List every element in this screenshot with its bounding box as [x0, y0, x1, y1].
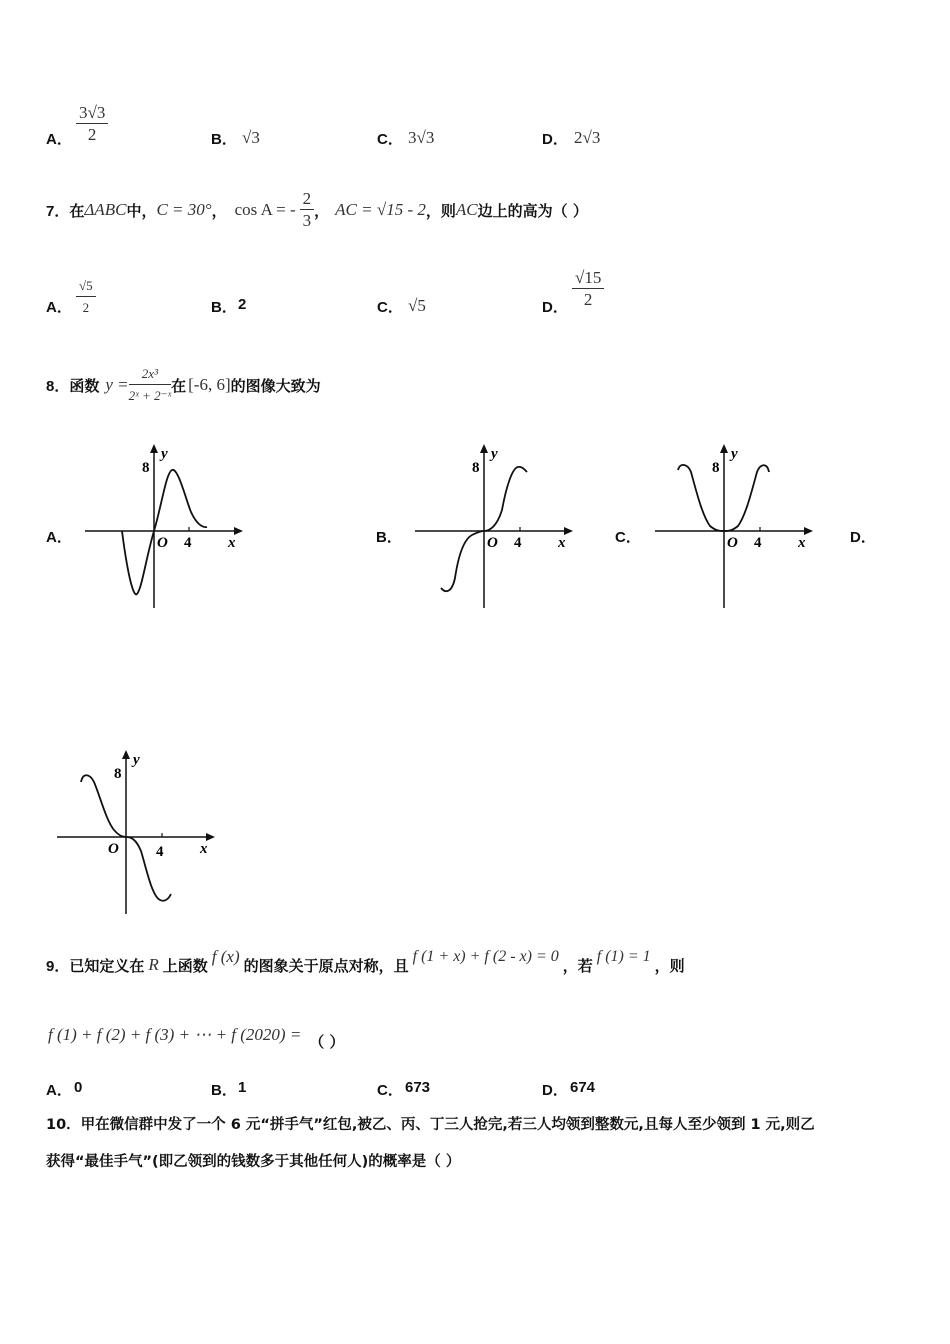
graph-a-origin: O — [157, 535, 168, 551]
q7-d-num: √15 — [572, 268, 604, 289]
q8-stem — [46, 355, 321, 415]
q6-option-c-value: 3√3 — [408, 128, 435, 147]
graph-d-tick8: 8 — [114, 766, 122, 782]
q7-a-num: √5 — [76, 276, 96, 297]
q8-y-eq: y = — [105, 375, 129, 394]
q6-option-b-value: √3 — [242, 128, 260, 147]
q7-ac-expr: AC = √15 - 2 — [335, 200, 426, 219]
q7-text-c: ，则 — [425, 201, 456, 220]
q7-comma2: ， — [314, 201, 330, 220]
graph-b-y-label: y — [491, 446, 498, 462]
q6-option-a-value — [76, 103, 108, 146]
q10-line2: 获得“最佳手气”(即乙领到的钱数多于其他任何人)的概率是（ ） — [46, 1154, 461, 1170]
q8-number: 8． — [46, 377, 70, 395]
q7-stem — [46, 185, 588, 235]
graph-c-y-label: y — [731, 446, 738, 462]
graph-d-y-label: y — [133, 752, 140, 768]
q7-text-a: 在 — [69, 201, 85, 220]
q8-interval: [-6, 6] — [188, 375, 231, 394]
q8-graph-b — [410, 440, 580, 615]
q7-ac: AC — [455, 200, 478, 219]
q7-triangle: ΔABC — [84, 200, 127, 219]
q9-option-a-label: A． — [46, 1082, 72, 1099]
q8-option-b-label: B． — [376, 529, 402, 546]
graph-a-y-label: y — [161, 446, 168, 462]
q9-option-c-value: 673 — [405, 1079, 431, 1096]
graph-c-y-arrow-icon — [720, 444, 728, 453]
q7-option-a-value — [76, 276, 96, 319]
q7-cos-prefix: cos A = - — [234, 200, 296, 219]
q7-option-a-label: A． — [46, 299, 72, 316]
q7-d-den: 2 — [583, 290, 593, 309]
q6-option-d-label: D． — [542, 131, 568, 148]
q8-option-c-label: C． — [615, 529, 641, 546]
q9-text-e: ，则 — [654, 956, 685, 975]
q9-stem — [46, 940, 685, 990]
q7-text-b: 中， — [126, 201, 157, 220]
q7-cond-c: C = 30° — [156, 200, 212, 219]
q9-text-b: 上函数 — [162, 956, 208, 975]
q8-option-d-label: D． — [850, 529, 876, 546]
q8-fraction — [129, 364, 171, 407]
q7-cos-den: 3 — [302, 210, 312, 230]
q6-option-a-label: A． — [46, 131, 72, 148]
graph-a-tick4: 4 — [184, 535, 192, 551]
graph-b-y-arrow-icon — [480, 444, 488, 453]
q7-option-b-value: 2 — [238, 296, 247, 313]
q9-text-c: 的图象关于原点对称，且 — [243, 956, 409, 975]
q9-sum: f (1) + f (2) + f (3) + ⋯ + f (2020) = — [48, 1025, 302, 1044]
graph-d-x-arrow-icon — [206, 833, 215, 841]
graph-b-tick8: 8 — [472, 460, 480, 476]
q7-option-c-value: √5 — [408, 296, 426, 315]
q9-paren: （ ） — [309, 1032, 345, 1051]
graph-a-curve — [122, 470, 207, 595]
q7-comma1: ， — [211, 201, 227, 220]
q6-option-c-label: C． — [377, 131, 403, 148]
q9-option-b-label: B． — [211, 1082, 237, 1099]
q8-graph-d — [52, 746, 222, 921]
q7-a-den: 2 — [82, 300, 90, 315]
q7-option-d-label: D． — [542, 299, 568, 316]
graph-b-x-label: x — [558, 535, 566, 551]
graph-b-x-arrow-icon — [564, 527, 573, 535]
q8-text-c: 的图像大致为 — [230, 376, 321, 395]
q7-number: 7． — [46, 202, 70, 220]
q9-sum-line — [48, 1015, 345, 1055]
q8-num: 2x³ — [129, 364, 171, 385]
graph-d-x-label: x — [200, 841, 208, 857]
q7-cos-num: 2 — [300, 189, 315, 210]
q9-fx: f (x) — [211, 947, 240, 966]
q9-number: 9． — [46, 957, 70, 975]
graph-c-origin: O — [727, 535, 738, 551]
graph-c-x-label: x — [798, 535, 806, 551]
q9-option-d-value: 674 — [570, 1079, 596, 1096]
q8-den: 2ˣ + 2⁻ˣ — [128, 387, 172, 403]
q9-text-d: ，若 — [562, 956, 593, 975]
q9-option-b-value: 1 — [238, 1079, 247, 1096]
graph-a-x-arrow-icon — [234, 527, 243, 535]
q8-graph-c — [650, 440, 820, 615]
graph-a-tick8: 8 — [142, 460, 150, 476]
q8-text-b: 在 — [171, 376, 187, 395]
q9-r: R — [148, 955, 159, 974]
q7-text-d: 边上的高为（ ） — [477, 201, 588, 220]
q9-option-d-label: D． — [542, 1082, 568, 1099]
q9-text-a: 已知定义在 — [69, 956, 145, 975]
q6-a-denominator: 2 — [87, 125, 97, 144]
graph-d-y-arrow-icon — [122, 750, 130, 759]
graph-c-x-arrow-icon — [804, 527, 813, 535]
q10-line1: 10．甲在微信群中发了一个 6 元“拼手气”红包,被乙、丙、丁三人抢完,若三人均领到整数元,且每人至少领到 1 元,则乙 — [46, 1117, 815, 1133]
q7-option-d-value — [572, 268, 604, 311]
q9-sym: f (1 + x) + f (2 - x) = 0 — [412, 948, 559, 965]
q7-cos-fraction — [300, 189, 315, 232]
q8-text-a: 函数 — [69, 376, 100, 395]
graph-b-tick4: 4 — [514, 535, 522, 551]
graph-c-tick4: 4 — [754, 535, 762, 551]
q8-graph-a — [80, 440, 250, 615]
q7-option-b-label: B． — [211, 299, 237, 316]
q6-a-numerator: 3√3 — [76, 103, 108, 124]
q7-option-c-label: C． — [377, 299, 403, 316]
q8-option-a-label: A． — [46, 529, 72, 546]
graph-b-origin: O — [487, 535, 498, 551]
graph-d-tick4: 4 — [156, 844, 164, 860]
q9-option-a-value: 0 — [74, 1079, 83, 1096]
q9-f1: f (1) = 1 — [596, 948, 651, 965]
q9-option-c-label: C． — [377, 1082, 403, 1099]
q6-option-d-value: 2√3 — [574, 128, 601, 147]
graph-c-tick8: 8 — [712, 460, 720, 476]
graph-d-origin: O — [108, 841, 119, 857]
graph-a-x-label: x — [228, 535, 236, 551]
q6-option-b-label: B． — [211, 131, 237, 148]
graph-a-y-arrow-icon — [150, 444, 158, 453]
